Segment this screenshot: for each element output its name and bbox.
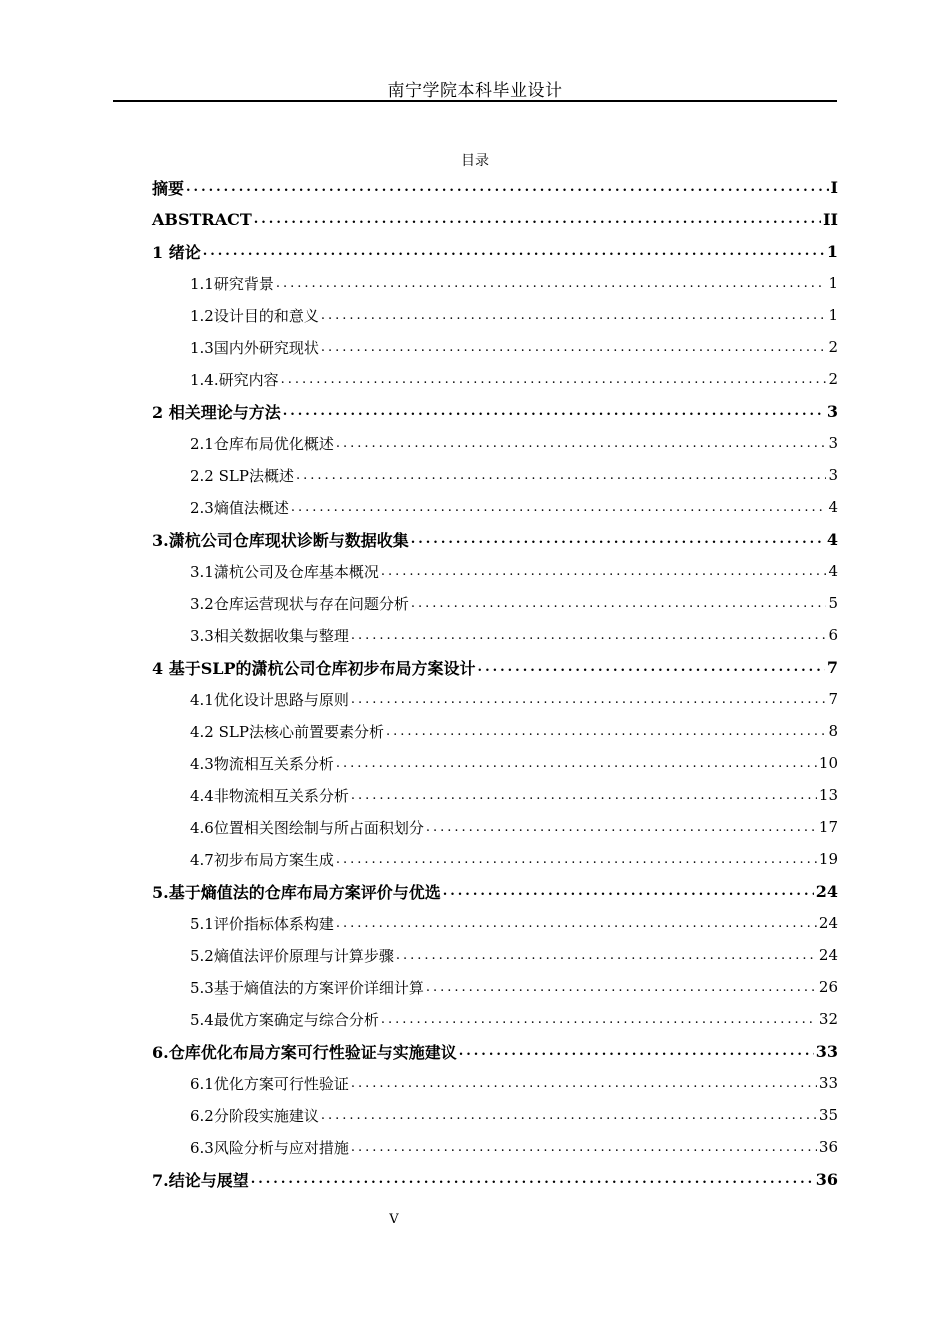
- toc-entry-page: 4: [828, 498, 838, 516]
- toc-dot-leader: [459, 1044, 814, 1059]
- toc-entry-title: ABSTRACT: [152, 209, 252, 229]
- toc-dot-leader: [321, 308, 827, 323]
- toc-entry[interactable]: [152, 715, 838, 747]
- toc-entry[interactable]: [152, 843, 838, 875]
- toc-dot-leader: [336, 756, 817, 771]
- toc-dot-leader: [386, 724, 826, 739]
- toc-entry-title: 5.3基于熵值法的方案评价详细计算: [190, 978, 424, 997]
- toc-dot-leader: [296, 468, 827, 483]
- toc-entry-title: 6.3风险分析与应对措施: [190, 1138, 349, 1157]
- toc-entry[interactable]: [152, 587, 838, 619]
- toc-entry-page: 1: [828, 306, 838, 324]
- toc-entry[interactable]: [152, 299, 838, 331]
- toc-entry-page: II: [823, 209, 838, 229]
- toc-entry[interactable]: [152, 1099, 838, 1131]
- toc-entry-page: 36: [818, 1138, 838, 1156]
- toc-dot-leader: [281, 372, 827, 387]
- toc-heading: 目录: [461, 153, 489, 169]
- toc-dot-leader: [321, 1108, 817, 1123]
- toc-entry[interactable]: [152, 235, 838, 267]
- toc-entry-page: 24: [815, 881, 838, 901]
- toc-entry-page: 2: [828, 338, 838, 356]
- toc-entry-page: 24: [818, 946, 838, 964]
- toc-entry[interactable]: [152, 747, 838, 779]
- toc-entry-title: 2.2 SLP法概述: [190, 466, 294, 485]
- toc-dot-leader: [254, 212, 821, 227]
- toc-dot-leader: [411, 532, 825, 547]
- toc-entry-title: 2.3熵值法概述: [190, 498, 289, 517]
- toc-entry-page: 8: [828, 722, 838, 740]
- toc-dot-leader: [381, 1012, 817, 1027]
- toc-entry-title: 2 相关理论与方法: [152, 402, 281, 422]
- toc-entry[interactable]: [152, 619, 838, 651]
- toc-entry-page: 7: [828, 690, 838, 708]
- toc-entry-page: 3: [826, 401, 838, 421]
- toc-entry-page: 35: [818, 1106, 838, 1124]
- toc-dot-leader: [321, 340, 827, 355]
- toc-entry[interactable]: [152, 363, 838, 395]
- toc-dot-leader: [443, 884, 814, 899]
- toc-dot-leader: [396, 948, 817, 963]
- toc-entry-title: 6.1优化方案可行性验证: [190, 1074, 349, 1093]
- toc-entry-title: 4.7初步布局方案生成: [190, 850, 334, 869]
- header-divider: [113, 100, 837, 102]
- toc-entry-page: 24: [818, 914, 838, 932]
- toc-entry-page: 3: [828, 466, 838, 484]
- toc-entry[interactable]: [152, 779, 838, 811]
- toc-entry[interactable]: [152, 1131, 838, 1163]
- page-number: V: [389, 1212, 399, 1227]
- toc-entry-page: 2: [828, 370, 838, 388]
- toc-entry[interactable]: [152, 491, 838, 523]
- toc-entry-title: 5.1评价指标体系构建: [190, 914, 334, 933]
- toc-entry[interactable]: [152, 1003, 838, 1035]
- toc-entry-title: 5.2熵值法评价原理与计算步骤: [190, 946, 394, 965]
- toc-dot-leader: [186, 180, 829, 195]
- toc-dot-leader: [203, 244, 825, 259]
- toc-entry-title: 4.3物流相互关系分析: [190, 754, 334, 773]
- toc-entry-title: 6.仓库优化布局方案可行性验证与实施建议: [152, 1042, 457, 1062]
- toc-entry[interactable]: [152, 395, 838, 427]
- toc-entry-title: 1 绪论: [152, 242, 201, 262]
- toc-dot-leader: [276, 276, 827, 291]
- toc-dot-leader: [411, 596, 827, 611]
- toc-entry[interactable]: [152, 331, 838, 363]
- toc-entry-title: 5.4最优方案确定与综合分析: [190, 1010, 379, 1029]
- toc-entry-page: 1: [828, 274, 838, 292]
- toc-dot-leader: [351, 692, 827, 707]
- toc-entry-page: 13: [818, 786, 838, 804]
- toc-entry-page: 26: [818, 978, 838, 996]
- toc-entry-page: 5: [828, 594, 838, 612]
- toc-entry-title: 2.1仓库布局优化概述: [190, 434, 334, 453]
- toc-entry-title: 7.结论与展望: [152, 1170, 249, 1190]
- toc-entry-page: 33: [818, 1074, 838, 1092]
- toc-entry-title: 1.3国内外研究现状: [190, 338, 319, 357]
- toc-dot-leader: [351, 788, 817, 803]
- toc-entry[interactable]: [152, 1035, 838, 1067]
- toc-entry-page: 17: [818, 818, 838, 836]
- toc-entry-page: I: [830, 177, 838, 197]
- toc-dot-leader: [351, 1140, 817, 1155]
- toc-entry-title: 1.1研究背景: [190, 274, 274, 293]
- toc-dot-leader: [336, 916, 817, 931]
- toc-dot-leader: [426, 820, 817, 835]
- toc-entry-page: 32: [818, 1010, 838, 1028]
- toc-entry-page: 19: [818, 850, 838, 868]
- page-header-title: 南宁学院本科毕业设计: [387, 81, 563, 101]
- toc-entry[interactable]: [152, 683, 838, 715]
- toc-entry-page: 4: [826, 529, 838, 549]
- toc-entry-title: 4.4非物流相互关系分析: [190, 786, 349, 805]
- toc-entry-title: 1.4.研究内容: [190, 370, 279, 389]
- toc-entry-title: 6.2分阶段实施建议: [190, 1106, 319, 1125]
- toc-entry[interactable]: [152, 427, 838, 459]
- toc-entry[interactable]: [152, 555, 838, 587]
- toc-entry[interactable]: [152, 939, 838, 971]
- toc-entry[interactable]: [152, 875, 838, 907]
- toc-entry[interactable]: [152, 523, 838, 555]
- toc-entry[interactable]: [152, 811, 838, 843]
- toc-entry[interactable]: [152, 1067, 838, 1099]
- toc-dot-leader: [251, 1172, 814, 1187]
- toc-entry[interactable]: [152, 267, 838, 299]
- toc-entry-title: 3.潇杭公司仓库现状诊断与数据收集: [152, 530, 409, 550]
- table-of-contents: [152, 171, 838, 1195]
- toc-dot-leader: [283, 404, 825, 419]
- toc-dot-leader: [351, 628, 827, 643]
- toc-entry-page: 10: [818, 754, 838, 772]
- toc-entry[interactable]: [152, 459, 838, 491]
- toc-entry-title: 4 基于SLP的潇杭公司仓库初步布局方案设计: [152, 658, 476, 678]
- toc-entry-page: 4: [828, 562, 838, 580]
- toc-entry-page: 33: [815, 1041, 838, 1061]
- toc-entry-page: 6: [828, 626, 838, 644]
- toc-entry-page: 7: [826, 657, 838, 677]
- toc-entry-page: 1: [826, 241, 838, 261]
- toc-entry-title: 3.2仓库运营现状与存在问题分析: [190, 594, 409, 613]
- toc-entry-title: 4.6位置相关图绘制与所占面积划分: [190, 818, 424, 837]
- toc-entry-title: 3.1潇杭公司及仓库基本概况: [190, 562, 379, 581]
- toc-entry-title: 5.基于熵值法的仓库布局方案评价与优选: [152, 882, 441, 902]
- toc-entry-title: 4.2 SLP法核心前置要素分析: [190, 722, 384, 741]
- toc-entry-page: 36: [815, 1169, 838, 1189]
- toc-dot-leader: [291, 500, 827, 515]
- toc-entry[interactable]: [152, 971, 838, 1003]
- toc-entry-page: 3: [828, 434, 838, 452]
- toc-dot-leader: [381, 564, 827, 579]
- toc-entry-title: 3.3相关数据收集与整理: [190, 626, 349, 645]
- toc-entry-title: 4.1优化设计思路与原则: [190, 690, 349, 709]
- toc-entry-title: 1.2设计目的和意义: [190, 306, 319, 325]
- toc-entry[interactable]: [152, 907, 838, 939]
- toc-dot-leader: [478, 660, 825, 675]
- toc-dot-leader: [336, 436, 827, 451]
- toc-dot-leader: [351, 1076, 817, 1091]
- toc-entry[interactable]: [152, 171, 838, 203]
- toc-entry[interactable]: [152, 1163, 838, 1195]
- toc-entry[interactable]: [152, 203, 838, 235]
- toc-dot-leader: [336, 852, 817, 867]
- toc-dot-leader: [426, 980, 817, 995]
- toc-entry-title: 摘要: [152, 178, 185, 198]
- toc-entry[interactable]: [152, 651, 838, 683]
